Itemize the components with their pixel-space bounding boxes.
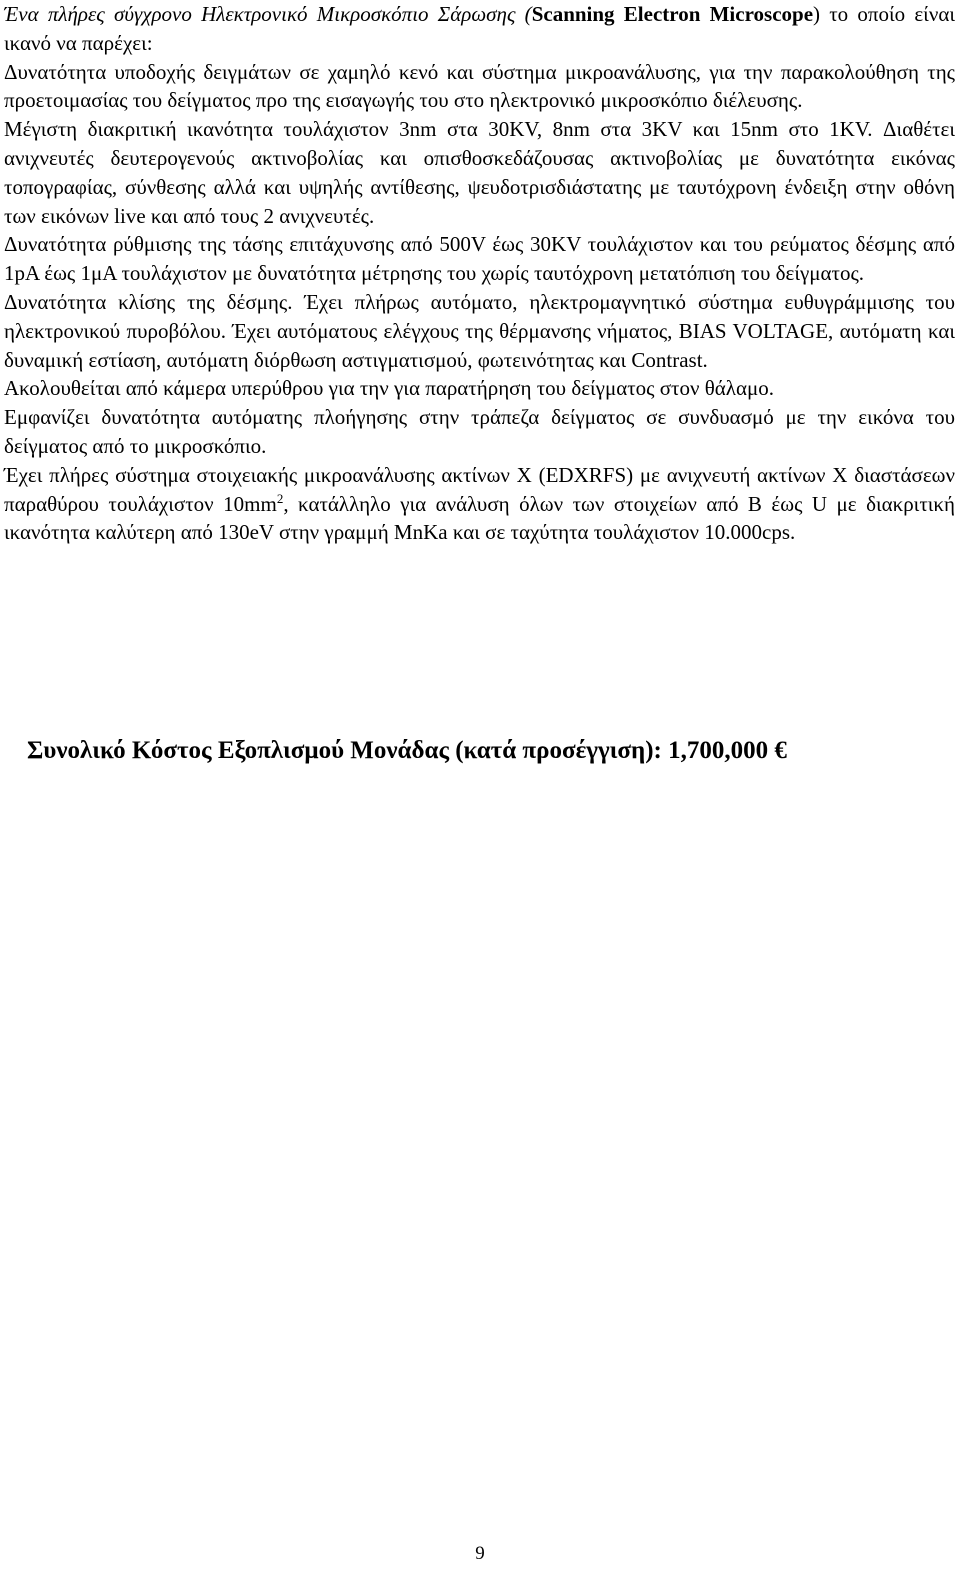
paragraph-low-vacuum: Δυνατότητα υποδοχής δειγμάτων σε χαμηλό κενό και σύστημα μικροανάλυσης, για την παρακολούθηση της προετοιμασίας του δείγματος προ της εισαγωγής του στο ηλεκτρονικό μικροσκόπιο διέλευσης. bbox=[4, 59, 955, 113]
edx-text-before: Έχει πλήρες σύστημα στοιχειακής μικροανάλυσης ακτίνων Χ (EDXRFS) με ανιχνευτή ακτίνων Χ διαστάσεων παραθύρου τουλάχιστον 10mm bbox=[4, 462, 955, 516]
edx-text-after: , κατάλληλο για ανάλυση όλων των στοιχείων από Β έως U με διακριτική ικανότητα καλύτερη από 130eV στην γραμμή MnKa και σε ταχύτητα τουλάχιστον 10.000cps. bbox=[4, 491, 955, 545]
paragraph-edx bbox=[4, 461, 955, 547]
paragraph-camera: Ακολουθείται από κάμερα υπερύθρου για την για παρατήρηση του δείγματος στον θάλαμο. bbox=[4, 376, 774, 401]
paragraph-voltage: Δυνατότητα ρύθμισης της τάσης επιτάχυνσης από 500V έως 30KV τουλάχιστον και του ρεύματος δέσμης από 1pA έως 1μA τουλάχιστον με δυνατότητα μέτρησης του χωρίς ταυτόχρονη μετατόπιση του δείγματος. bbox=[4, 232, 955, 286]
paragraph-navigation: Εμφανίζει δυνατότητα αυτόματης πλοήγησης στην τράπεζα δείγματος σε συνδυασμό με την εικόνα του δείγματος από το μικροσκόπιο. bbox=[4, 405, 955, 458]
intro-bold: Scanning Electron Microscope bbox=[531, 2, 814, 26]
paragraph-resolution: Μέγιστη διακριτική ικανότητα τουλάχιστον 3nm στα 30KV, 8nm στα 3KV και 15nm στο 1KV. Διαθέτει ανιχνευτές δευτερογενούς ακτινοβολίας και οπισθοσκεδάζουσας ακτινοβολίας με δυνατότητα εικόνας τοπογραφίας, σύνθεσης αλλά και υψηλής αντίθεσης, ψευδοτρισδιάστατης με ταυτόχρονη ένδειξη στην οθόνη των εικόνων live και από τους 2 ανιχνευτές. bbox=[4, 117, 955, 228]
total-cost: Συνολικό Κόστος Εξοπλισμού Μονάδας (κατά προσέγγιση): 1,700,000 € bbox=[27, 737, 787, 764]
intro-italic: Ένα πλήρες σύγχρονο Ηλεκτρονικό Μικροσκόπιο Σάρωσης ( bbox=[4, 2, 532, 26]
document-body bbox=[4, 0, 955, 547]
paragraph-beam: Δυνατότητα κλίσης της δέσμης. Έχει πλήρως αυτόματο, ηλεκτρομαγνητικό σύστημα ευθυγράμμισης του ηλεκτρονικού πυροβόλου. Έχει αυτόματους ελέγχους της θέρμανσης νήματος, BIAS VOLTAGE, αυτόματη και δυναμική εστίαση, αυτόματη διόρθωση αστιγματισμού, φωτεινότητας και Contrast. bbox=[4, 289, 955, 372]
intro-rest: ) το οποίο είναι ικανό να παρέχει: bbox=[4, 2, 955, 55]
edx-superscript: 2 bbox=[276, 490, 284, 506]
page-number: 9 bbox=[475, 1543, 485, 1564]
intro-paragraph bbox=[4, 0, 955, 58]
